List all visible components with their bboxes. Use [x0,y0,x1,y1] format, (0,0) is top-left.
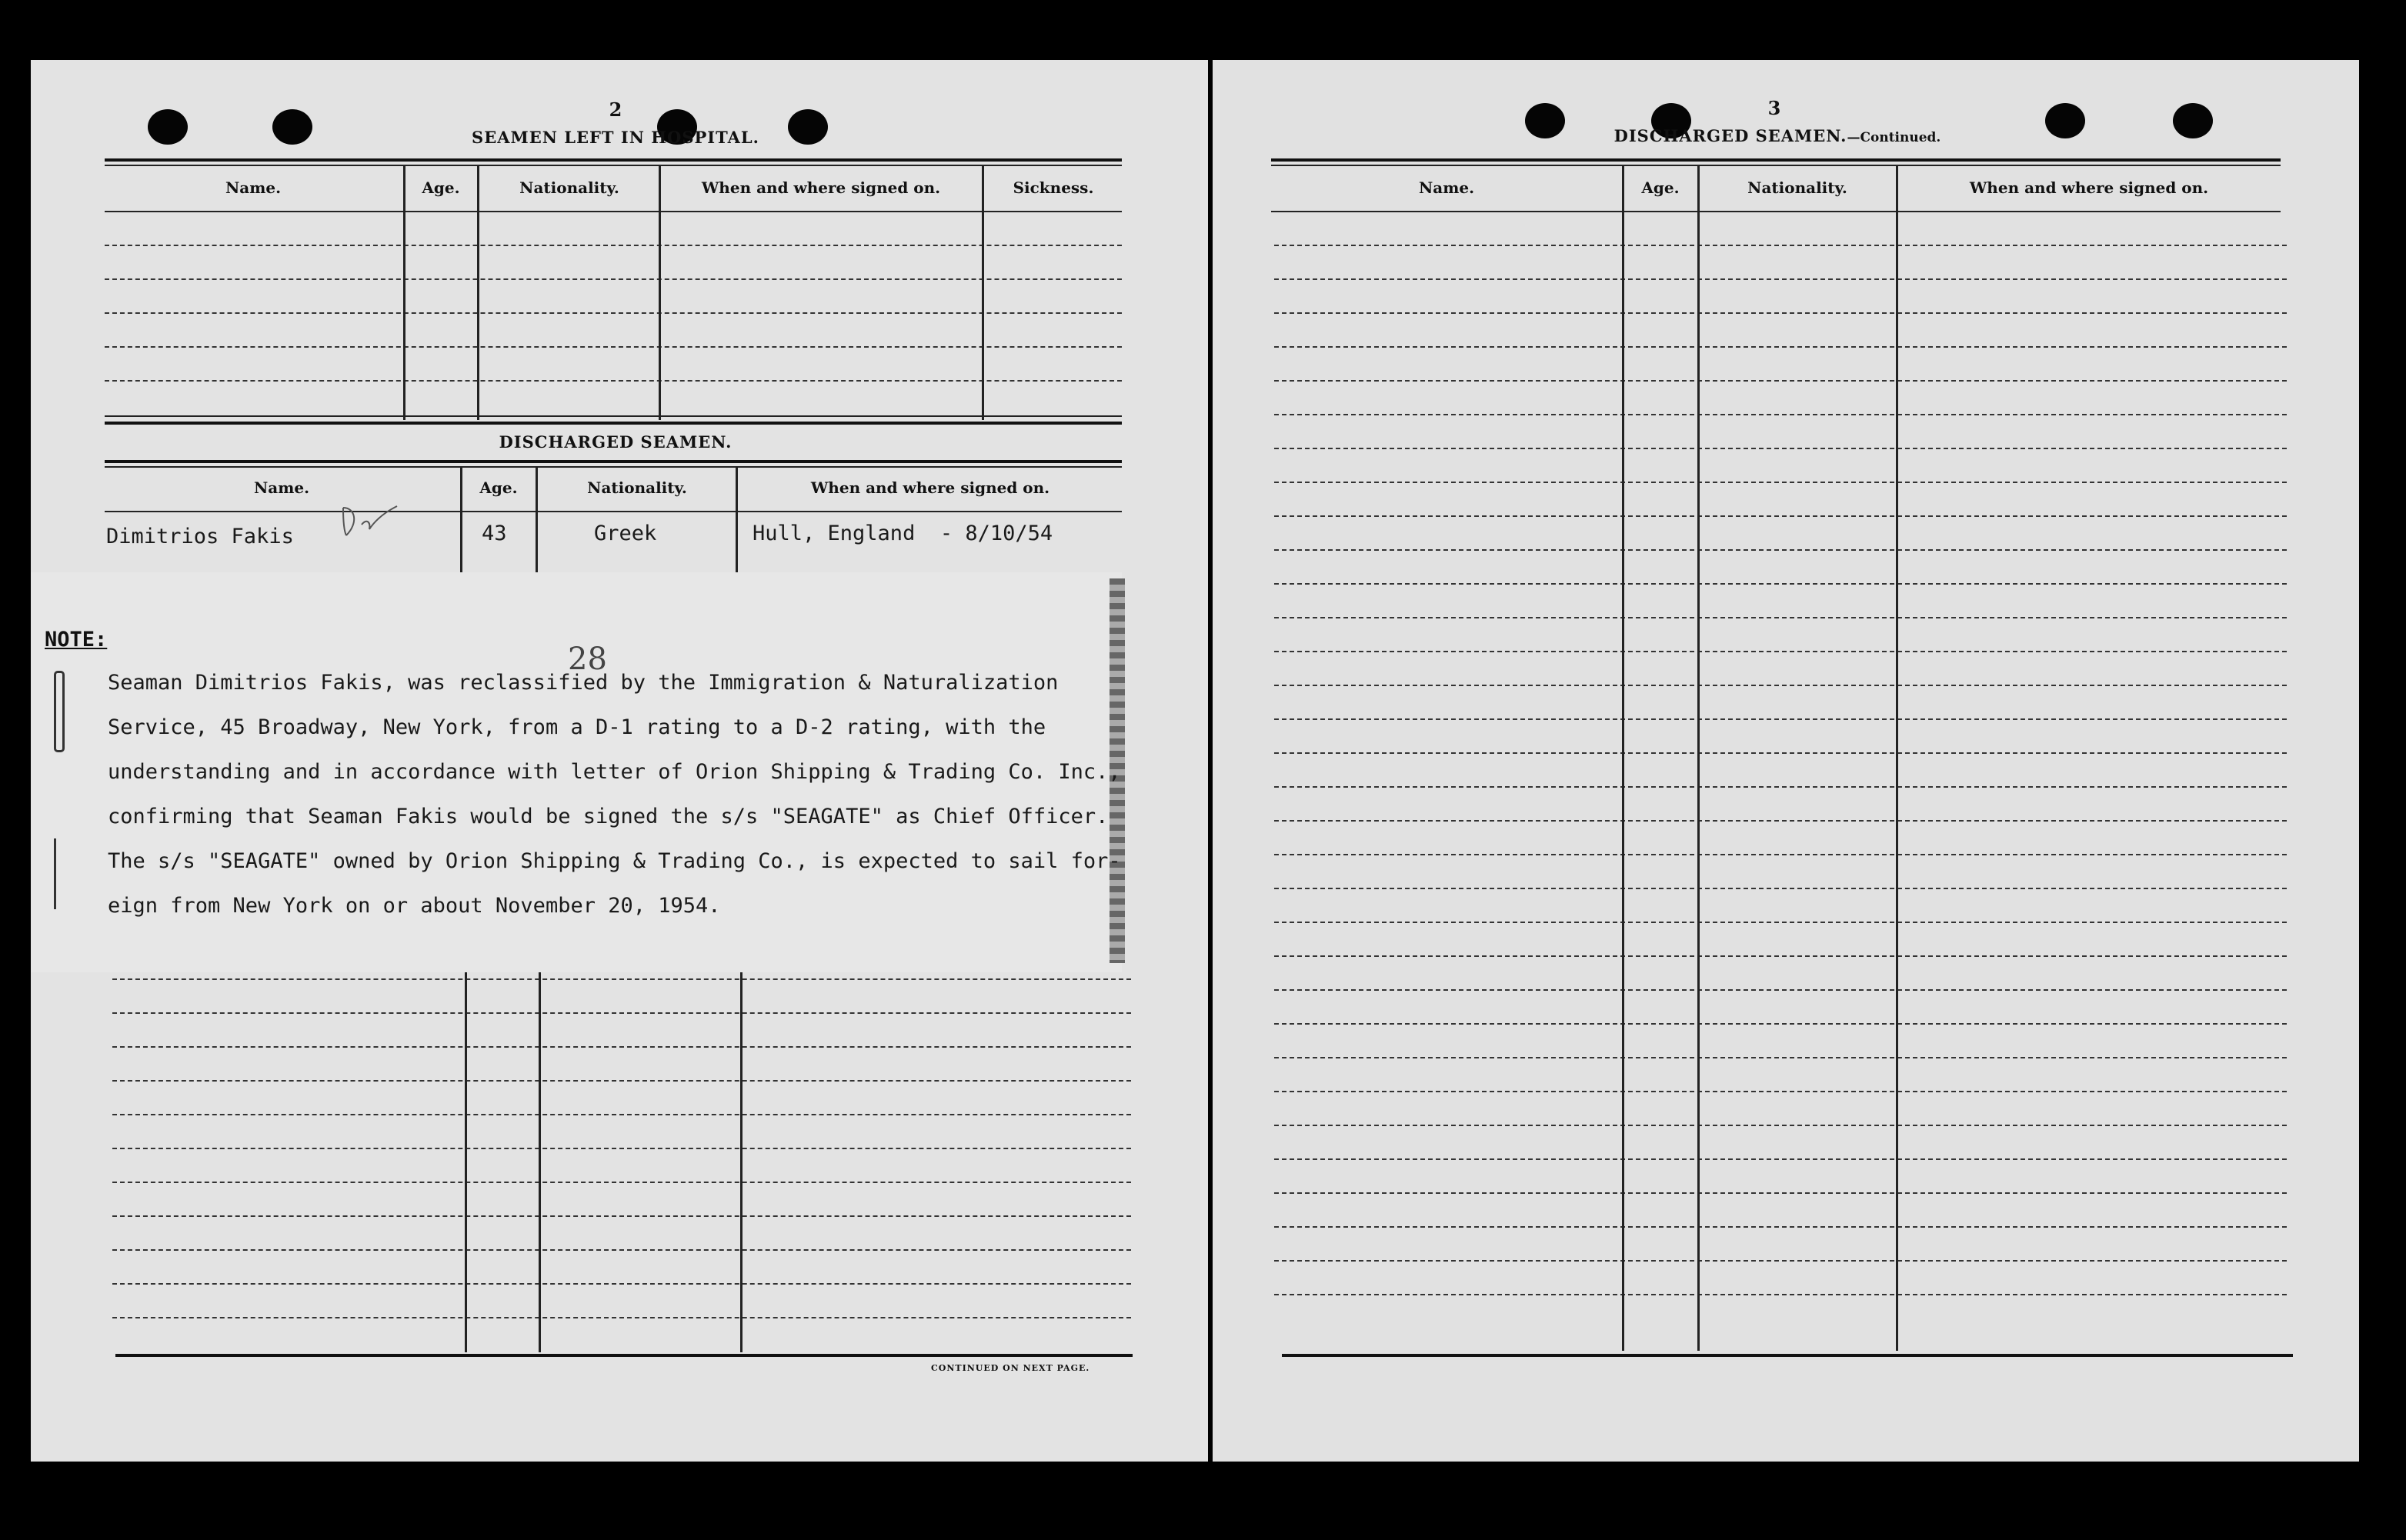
hospital-col-name: Name. [225,178,282,197]
ruled-line [1274,448,2287,449]
discharged-col-signed-on: When and where signed on. [810,478,1050,497]
ruled-line [1274,1057,2287,1058]
note-label: NOTE: [45,628,108,652]
ruled-line [1274,549,2287,551]
hospital-col-sickness: Sickness. [1013,178,1094,197]
ruled-line [1274,312,2287,314]
discharged-col-age: Age. [479,478,518,497]
stamp-number: 28 [568,642,607,677]
right-col-name: Name. [1418,178,1475,197]
ruled-line [1274,752,2287,754]
ruled-line [1274,1158,2287,1160]
ruled-line [1274,922,2287,923]
hospital-col-signed-on: When and where signed on. [701,178,941,197]
seaman-age: 43 [482,522,507,545]
note-line: Seaman Dimitrios Fakis, was reclassified by the Immigration & Naturalization [108,671,1059,695]
ruled-line [1274,1260,2287,1262]
hospital-section-title: SEAMEN LEFT IN HOSPITAL. [472,128,759,147]
right-section-title: DISCHARGED SEAMEN.—Continued. [1613,126,1941,145]
ruled-line [1274,617,2287,618]
ruled-line [1274,651,2287,652]
ruled-line [1274,1226,2287,1228]
ruled-line [1274,583,2287,585]
ruled-line [1274,1192,2287,1194]
ruled-line [1274,482,2287,483]
discharged-col-name: Name. [253,478,310,497]
right-col-nationality: Nationality. [1747,178,1847,197]
ruled-line [1274,278,2287,280]
ruled-line [1274,685,2287,686]
ruled-line [1274,1023,2287,1025]
seaman-signed-on: Hull, England - 8/10/54 [753,522,1053,545]
ruled-line [1274,245,2287,246]
hospital-col-nationality: Nationality. [519,178,619,197]
ruled-line [1274,380,2287,382]
right-col-signed-on: When and where signed on. [1969,178,2209,197]
ruled-line [1274,1294,2287,1295]
punch-hole [148,109,188,145]
margin-bracket [54,671,65,752]
ruled-line [1274,820,2287,822]
discharged-section-title: DISCHARGED SEAMEN. [499,432,732,452]
punch-hole [272,109,312,145]
right-page [1213,60,2359,1462]
page-number-left: 2 [609,98,622,121]
ruled-line [1274,989,2287,991]
ruled-line [1274,786,2287,788]
ruled-line [1274,718,2287,720]
handwritten-initials [339,502,400,540]
seaman-name: Dimitrios Fakis [106,525,294,548]
ruled-line [1274,515,2287,517]
ruled-line [1274,854,2287,855]
note-line: eign from New York on or about November 20, 1954. [108,894,721,918]
punch-hole [2173,103,2213,138]
ruled-line [1274,346,2287,348]
note-line: The s/s "SEAGATE" owned by Orion Shipping & Trading Co., is expected to sail for- [108,849,1121,873]
ruled-line [1274,955,2287,957]
margin-mark [54,838,62,909]
seaman-nationality: Greek [594,522,657,545]
discharged-col-nationality: Nationality. [587,478,687,497]
ruled-line [1274,414,2287,415]
punch-hole [1525,103,1565,138]
ruled-line [1274,888,2287,889]
page-number-right: 3 [1767,97,1781,119]
continued-note: CONTINUED ON NEXT PAGE. [931,1363,1090,1373]
right-col-age: Age. [1641,178,1680,197]
ruled-line [1274,1125,2287,1126]
note-line: Service, 45 Broadway, New York, from a D-1 rating to a D-2 rating, with the [108,715,1046,739]
ruled-line [1274,1091,2287,1092]
punch-hole [2045,103,2085,138]
note-line: understanding and in accordance with letter of Orion Shipping & Trading Co. Inc., [108,760,1121,784]
note-line: confirming that Seaman Fakis would be signed the s/s "SEAGATE" as Chief Officer. [108,805,1109,828]
hospital-col-age: Age. [422,178,460,197]
